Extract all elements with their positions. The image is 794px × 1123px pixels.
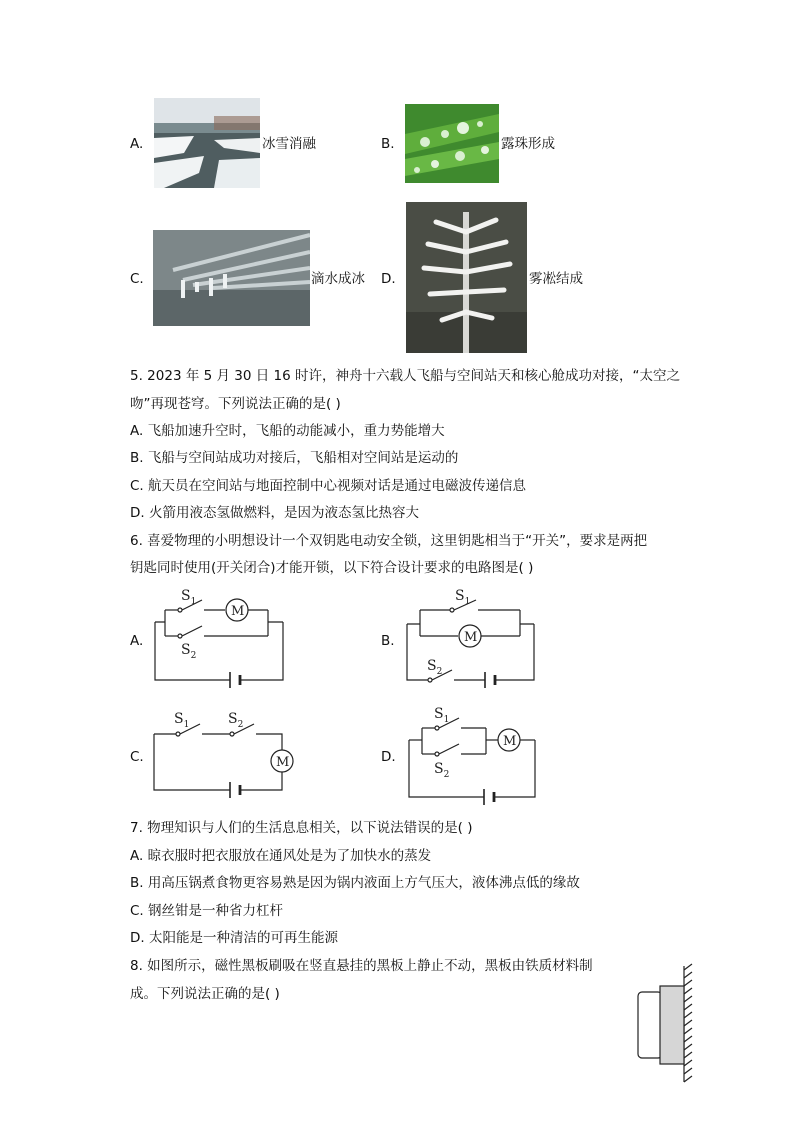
circuit-d-s2-label: $S_2$ [434, 761, 450, 780]
option-letter-d: D. [381, 271, 396, 287]
circuit-a-motor-label: M [231, 604, 245, 619]
photo-water-dripping-to-ice [153, 230, 310, 326]
question-7-stem: 7. 物理知识与人们的生活息息相关，以下说法错误的是( ) [130, 820, 473, 836]
circuit-diagram-a [150, 584, 290, 694]
circuit-diagram-b [400, 584, 540, 694]
circuit-c-s2-label: $S_2$ [228, 711, 244, 730]
circuit-c-s1-label: $S_1$ [174, 711, 190, 730]
circuit-d-s1-label: $S_1$ [434, 706, 450, 725]
option-letter-b: B. [381, 136, 395, 152]
question-5-option-c: C. 航天员在空间站与地面控制中心视频对话是通过电磁波传递信息 [130, 478, 527, 494]
circuit-a-letter: A. [130, 633, 144, 649]
photo-ice-snow-melting [154, 98, 260, 188]
question-6-stem-line-1: 6. 喜爱物理的小明想设计一个双钥匙电动安全锁，这里钥匙相当于“开关”，要求是两把 [130, 533, 648, 549]
circuit-d-letter: D. [381, 749, 396, 765]
question-5-option-b: B. 飞船与空间站成功对接后，飞船相对空间站是运动的 [130, 450, 459, 466]
circuit-diagram-d [402, 700, 547, 810]
question-6-stem-line-2: 钥匙同时使用(开关闭合)才能开锁，以下符合设计要求的电路图是( ) [130, 560, 534, 576]
question-7-option-d: D. 太阳能是一种清洁的可再生能源 [130, 930, 338, 946]
question-7-option-b: B. 用高压锅煮食物更容易熟是因为锅内液面上方气压大，液体沸点低的缘故 [130, 875, 580, 891]
circuit-a-s1-label: $S_1$ [181, 588, 197, 607]
question-5-option-a: A. 飞船加速升空时，飞船的动能减小，重力势能增大 [130, 423, 445, 439]
question-7-option-c: C. 钢丝钳是一种省力杠杆 [130, 903, 284, 919]
option-letter-c: C. [130, 271, 144, 287]
figure-magnetic-eraser-on-blackboard [630, 962, 698, 1086]
photo-rime-forming [406, 202, 527, 353]
caption-water-dripping-to-ice: 滴水成冰 [311, 271, 365, 287]
caption-rime-forming: 雾凇结成 [529, 271, 583, 287]
circuit-d-motor-label: M [503, 734, 517, 749]
circuit-b-s2-label: $S_2$ [427, 658, 443, 677]
circuit-b-s1-label: $S_1$ [455, 588, 471, 607]
circuit-a-s2-label: $S_2$ [181, 642, 197, 661]
question-5-stem-line-1: 5. 2023 年 5 月 30 日 16 时许，神舟十六载人飞船与空间站天和核心舱成功对接，“太空之 [130, 368, 681, 384]
caption-ice-snow-melting: 冰雪消融 [262, 136, 316, 152]
question-5-option-d: D. 火箭用液态氢做燃料，是因为液态氢比热容大 [130, 505, 419, 521]
question-5-stem-line-2: 吻”再现苍穹。下列说法正确的是( ) [130, 396, 341, 412]
question-8-stem-line-1: 8. 如图所示，磁性黑板刷吸在竖直悬挂的黑板上静止不动，黑板由铁质材料制 [130, 958, 593, 974]
circuit-c-letter: C. [130, 749, 144, 765]
circuit-c-motor-label: M [276, 755, 290, 770]
circuit-b-motor-label: M [464, 630, 478, 645]
option-letter-a: A. [130, 136, 144, 152]
question-7-option-a: A. 晾衣服时把衣服放在通风处是为了加快水的蒸发 [130, 848, 432, 864]
circuit-b-letter: B. [381, 633, 395, 649]
circuit-diagram-c [148, 706, 298, 806]
caption-dew-drops: 露珠形成 [501, 136, 555, 152]
question-8-stem-line-2: 成。下列说法正确的是( ) [130, 986, 280, 1002]
photo-dew-drops [405, 104, 499, 183]
